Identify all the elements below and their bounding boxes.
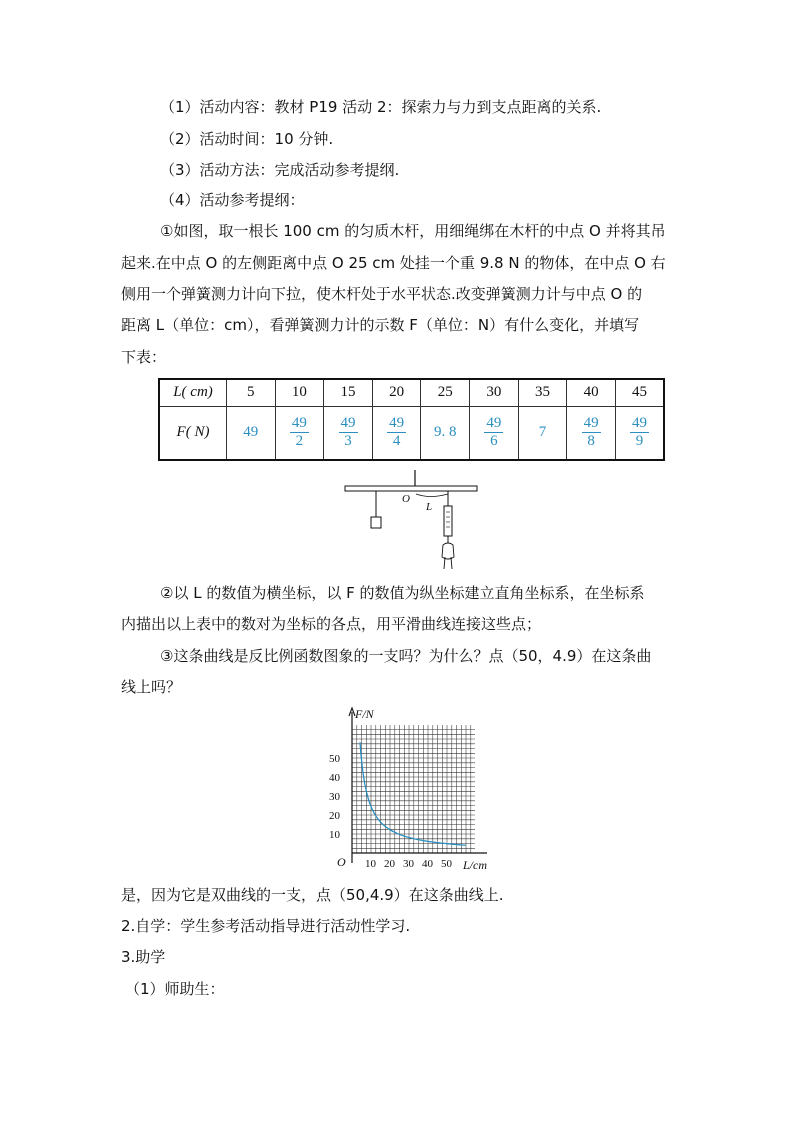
origin-label: O — [337, 855, 346, 869]
fraction-denominator: 9 — [635, 433, 644, 450]
activity-content: （1）活动内容：教材 P19 活动 2：探索力与力到支点距离的关系. — [160, 98, 602, 116]
y-tick-label: 20 — [329, 810, 340, 822]
fraction-denominator: 6 — [490, 433, 498, 450]
table-cell-f: 7 — [518, 406, 567, 460]
fraction-numerator: 49 — [389, 415, 405, 432]
lever-figure — [340, 470, 480, 570]
lf-table — [158, 378, 665, 461]
table-cell-f — [372, 406, 421, 460]
step1-line: ①如图，取一根长 100 cm 的匀质木杆，用细绳绑在木杆的中点 O 并将其吊 — [160, 222, 666, 240]
activity-method: （3）活动方法：完成活动参考提纲. — [160, 161, 400, 179]
table-cell-f — [275, 406, 324, 460]
x-tick-label: 30 — [403, 858, 414, 870]
step3-line: ③这条曲线是反比例函数图象的一支吗？为什么？点（50，4.9）在这条曲 — [160, 647, 652, 665]
y-tick-label: 40 — [329, 772, 340, 784]
activity-time: （2）活动时间：10 分钟. — [160, 130, 334, 148]
table-cell-l: 45 — [615, 379, 664, 406]
step1-line: 下表： — [121, 348, 167, 366]
table-cell-f: 9. 8 — [421, 406, 470, 460]
fraction — [630, 415, 649, 450]
table-cell-l: 35 — [518, 379, 567, 406]
y-tick-label: 10 — [329, 829, 340, 841]
activity-outline: （4）活动参考提纲： — [160, 191, 305, 209]
step2-line: 内描出以上表中的数对为坐标的各点，用平滑曲线连接这些点； — [121, 615, 542, 633]
table-cell-l: 15 — [324, 379, 373, 406]
step1-line: 侧用一个弹簧测力计向下拉，使木杆处于水平状态.改变弹簧测力计与中点 O 的 — [121, 285, 643, 303]
table-cell-l: 10 — [275, 379, 324, 406]
lever-rod — [345, 486, 477, 491]
x-tick-label: 40 — [422, 858, 433, 870]
fraction-numerator: 49 — [631, 415, 647, 432]
table-row-l — [159, 379, 664, 406]
table-cell-l: 30 — [470, 379, 519, 406]
answer-text: 是，因为它是双曲线的一支，点（50,4.9）在这条曲线上. — [121, 886, 504, 904]
table-cell-f — [324, 406, 373, 460]
fraction — [290, 415, 309, 450]
x-tick-label: 10 — [365, 858, 376, 870]
lever-label-l: L — [426, 501, 433, 513]
y-axis-label: F/N — [355, 707, 374, 721]
table-cell-f — [470, 406, 519, 460]
fraction — [387, 415, 406, 450]
table-cell-l: 20 — [372, 379, 421, 406]
fraction-denominator: 2 — [295, 433, 304, 450]
table-cell-l: 40 — [567, 379, 616, 406]
step3-line: 线上吗？ — [121, 678, 182, 696]
x-axis-label: L/cm — [463, 858, 487, 872]
self-study: 2.自学：学生参考活动指导进行活动性学习. — [121, 917, 411, 935]
fraction-denominator: 8 — [587, 433, 595, 450]
y-tick-label: 50 — [329, 753, 340, 765]
help-item: （1）师助生： — [125, 980, 225, 998]
pulling-hand — [442, 543, 454, 569]
table-cell-f — [567, 406, 616, 460]
fraction — [582, 415, 601, 450]
table-head-f: F( N) — [159, 406, 227, 460]
spring-meter — [444, 506, 452, 536]
x-tick-label: 20 — [384, 858, 395, 870]
table-row-f — [159, 406, 664, 460]
fraction — [339, 415, 358, 450]
inverse-graph — [325, 700, 505, 875]
step2-line: ②以 L 的数值为横坐标，以 F 的数值为纵坐标建立直角坐标系，在坐标系 — [160, 584, 645, 602]
distance-brace — [416, 494, 448, 497]
fraction-numerator: 49 — [291, 415, 307, 432]
table-cell-l: 5 — [227, 379, 276, 406]
lever-label-o: O — [402, 493, 410, 505]
table-cell-f — [615, 406, 664, 460]
x-tick-label: 50 — [441, 858, 452, 870]
table-cell-l: 25 — [421, 379, 470, 406]
fraction-denominator: 3 — [344, 433, 352, 450]
fraction — [484, 415, 503, 450]
help-title: 3.助学 — [121, 948, 166, 966]
step1-line: 起来.在中点 O 的左侧距离中点 O 25 cm 处挂一个重 9.8 N 的物体，在中点 O 右 — [121, 254, 666, 272]
y-tick-label: 30 — [329, 791, 340, 803]
hanging-weight — [371, 517, 381, 528]
fraction-numerator: 49 — [340, 415, 356, 432]
fraction-numerator: 49 — [583, 415, 599, 432]
fraction-numerator: 49 — [486, 415, 502, 432]
step1-line: 距离 L（单位：cm），看弹簧测力计的示数 F（单位：N）有什么变化，并填写 — [121, 316, 640, 334]
fraction-denominator: 4 — [392, 433, 401, 450]
table-cell-f: 49 — [227, 406, 276, 460]
table-head-l: L( cm) — [159, 379, 227, 406]
